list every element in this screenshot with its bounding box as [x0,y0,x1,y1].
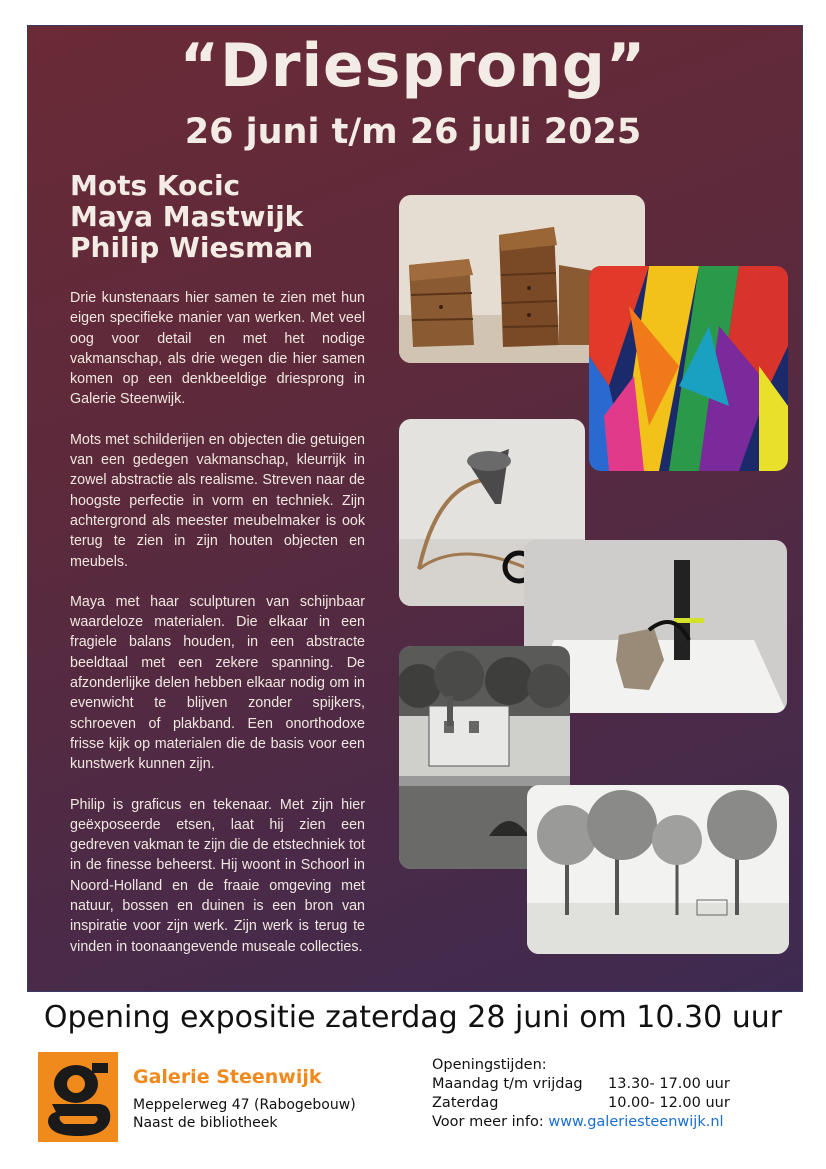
hours-day: Maandag t/m vrijdag [432,1076,583,1092]
website-link[interactable]: www.galeriesteenwijk.nl [548,1114,724,1130]
galerie-logo [38,1052,118,1142]
hours-time: 13.30- 17.00 uur [608,1076,730,1092]
exhibition-dates: 26 juni t/m 26 juli 2025 [184,112,642,152]
info-line [432,1113,730,1132]
address-line: Naast de bibliotheek [133,1115,278,1131]
gallery-address [133,1096,356,1132]
hours-title: Openingstijden: [432,1057,547,1073]
hours-row [432,1094,730,1113]
opening-announcement: Opening expositie zaterdag 28 juni om 10.30 uur [43,1000,783,1035]
mots-paragraph: Mots met schilderijen en objecten die getuigen van een gedegen vakmanschap, kleurrijk in zowel abstractie als realisme. Streven naar de hoogste perfectie in vorm en techniek. Zijn achtergrond als meester meubelmaker is ook terug te zien in zijn houten objecten en meubels. [70,431,365,570]
artist-names [70,170,313,263]
artist-name: Mots Kocic [70,169,241,202]
trees-etching-photo [527,785,789,954]
info-label: Voor meer info: [432,1114,544,1130]
exhibition-title: “Driesprong” [179,31,647,101]
maya-paragraph: Maya met haar sculpturen van schijnbaar waardeloze materialen. Die elkaar in een fragiele balans houden, in een abstracte beeldtaal met een zekere spanning. De afzonderlijke delen hebben elkaar nodig om in evenwicht te blijven zonder spijkers, schroeven of plakband. Een onorthodoxe frisse kijk op materialen die de basis voor een kunstwerk kunnen zijn. [70,593,365,773]
philip-paragraph: Philip is graficus en tekenaar. Met zijn hier geëxposeerde etsen, laat hij zien een gedreven vakman te zijn die de etstechniek tot in de finesse beheerst. Hij woont in Schoorl in Noord-Holland en de fraaie omgeving met natuur, bossen en duinen is een bron van inspiratie voor zijn werk. Zijn werk is terug te vinden in toonaangevende museale collecties. [70,796,365,955]
address-line: Meppelerweg 47 (Rabogebouw) [133,1097,356,1113]
artist-name: Maya Mastwijk [70,200,304,233]
artist-name: Philip Wiesman [70,231,314,264]
hours-time: 10.00- 12.00 uur [608,1095,730,1111]
hours-day: Zaterdag [432,1095,499,1111]
intro-paragraph: Drie kunstenaars hier samen te zien met hun eigen specifieke manier van werken. Met veel oog voor detail en met het nodige vakmanschap, als drie wegen die hier samen komen op een denkbeeldige driesprong in Galerie Steenwijk. [70,290,365,408]
hours-row [432,1075,730,1094]
description-text [70,288,365,977]
gallery-name: Galerie Steenwijk [133,1066,322,1088]
abstract-painting-photo [589,266,788,471]
opening-hours [432,1056,730,1132]
